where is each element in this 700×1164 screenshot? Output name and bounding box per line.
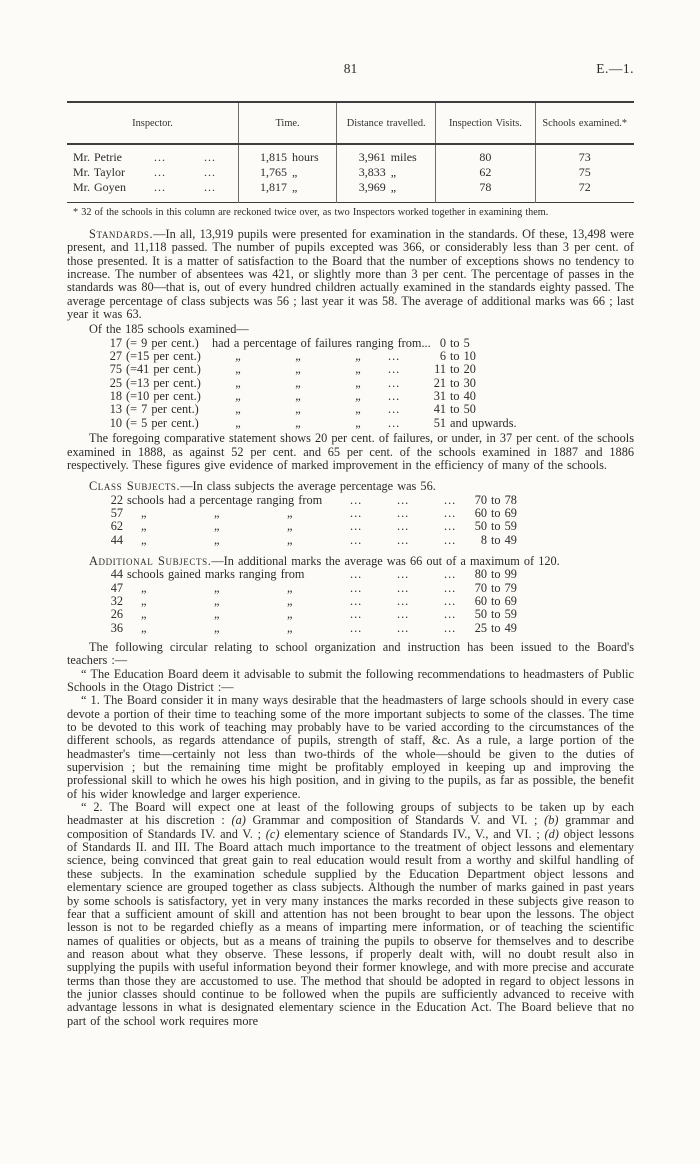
failures-list-intro: Of the 185 schools examined— (89, 322, 249, 337)
ditto-mark: „ (141, 505, 147, 520)
standards-paragraph (67, 228, 634, 321)
list-item (67, 534, 634, 547)
school-count: 47 (110, 580, 123, 595)
list-item (67, 507, 634, 520)
list-item (67, 568, 634, 581)
percent-note: (=15 per cent.) (126, 349, 201, 364)
time-value: 1,815 (260, 150, 288, 164)
col-header-visits: Inspection Visits. (436, 102, 535, 144)
circular-intro-paragraph: The following circular relating to school organization and instruction has been issued to the Board's teachers :— (67, 639, 634, 668)
ditto-mark: „ (214, 519, 220, 534)
school-count: 62 (110, 519, 123, 534)
school-count: 22 (110, 492, 123, 507)
cell-time (239, 144, 337, 165)
list-item (67, 390, 634, 403)
dot-leader: ... (444, 580, 457, 595)
cell-distance (337, 165, 436, 180)
row-description: schools had a percentage ranging from (127, 492, 323, 507)
range-tail: to 69 (491, 505, 517, 520)
dot-leader: ... (397, 532, 410, 547)
col-header-time: Time. (239, 102, 337, 144)
cell-time (239, 165, 337, 180)
ditto-mark: „ (287, 593, 293, 608)
range-tail: to 59 (491, 519, 517, 534)
row-description: had a percentage of failures ranging from... (212, 335, 431, 350)
dot-leader: ... (444, 505, 457, 520)
circular-quote-2: “ 1. The Board consider it in many ways desirable that the headmasters of large schools should in every case devote a portion of their time to teaching some of the more important subjects to some of the classes. The time to be devoted to this work of teaching may probably have to be varied according to the circumstances of the different schools, as regards attendance of pupils, strength of staff, &c. As a rule, a large portion of the headmaster's time—certainly not less than two-thirds of the whole—should be given to the duties of supervision ; but the remaining time might be profitably employed in keeping up and improving the professional skill to which he owes his high position, and in giving to the pupils, as far as possible, the benefit of his wider knowledge and larger experience. (67, 693, 634, 801)
list-item (67, 608, 634, 621)
dot-leader: ... (444, 519, 457, 534)
ditto-mark: „ (141, 620, 147, 635)
table-row (67, 165, 634, 180)
dot-leader: ... (388, 349, 401, 364)
foregoing-paragraph: The foregoing comparative statement shows 20 per cent. of failures, or under, in 37 per cent. of the schools examined in 1888, as against 52 per cent. and 65 per cent. of the schools examined in 1887 and 1886 respectively. These figures give evidence of marked improvement in the efficiency of many of the schools. (67, 431, 634, 472)
percent-note: (= 7 per cent.) (126, 402, 199, 417)
dot-leader: ... (444, 620, 457, 635)
table-row (67, 180, 634, 203)
dot-leader: ... (388, 402, 401, 417)
list-item (67, 363, 634, 376)
range-tail: to 40 (450, 389, 476, 404)
quote3-segment: object lessons of Standards II. and III. The Board attach much importance to the treatment of object lessons and elementary science, being convinced that great gain to real education would result from a worthy and skilful handling of these subjects. In the examination schedule supplied by the Education Department object lessons and elementary science are grouped together as class subjects. Although the number of marks gained in past years by some schools is satisfactory, yet in very many instances the marks recorded in these subjects give reason to fear that a sufficient amount of skill and attention has not been brought to bear upon the lessons. The object lesson is not to be regarded chiefly as a means of imparting mere information, or of teaching the scientific names of qualities or objects, but as a means of training the pupils to observe for themselves and to describe and reason about what they observe. These lessons, if properly dealt with, will no doubt result also in supplying the pupils with useful information beyond their former knowlege, and with more precise and accurate terms than those they are accustomed to use. The method that should be adopted in regard to object lessons in the junior classes should continue to be followed when the pupils are sufficiently advanced to receive with advantage lessons in what is designated elementary science in the Education Act. The Board believe that no part of the school work requires more (67, 826, 635, 1028)
ditto-mark: „ (235, 375, 241, 390)
item-letter-a: (a) (231, 813, 246, 828)
dot-leader: ... (444, 607, 457, 622)
distance-value: 3,969 (358, 180, 386, 194)
range-from: 70 (474, 492, 487, 507)
col-header-distance: Distance travelled. (337, 102, 436, 144)
dot-leader: ... (388, 389, 401, 404)
ditto-mark: „ (355, 415, 361, 430)
page-content (67, 60, 634, 1028)
range-tail: to 99 (491, 567, 517, 582)
ditto-mark: „ (214, 580, 220, 595)
range-from: 21 (433, 375, 446, 390)
dot-leader: ... (154, 165, 166, 179)
ditto-mark: „ (141, 532, 147, 547)
time-unit: „ (292, 165, 298, 179)
percent-note: (= 9 per cent.) (126, 335, 199, 350)
ditto-mark: „ (295, 349, 301, 364)
school-count: 27 (109, 349, 122, 364)
dot-leader: ... (444, 532, 457, 547)
ditto-mark: „ (355, 389, 361, 404)
ditto-mark: „ (295, 362, 301, 377)
ditto-mark: „ (355, 375, 361, 390)
cell-inspector (67, 180, 239, 203)
range-tail: to 49 (491, 620, 517, 635)
dot-leader: ... (397, 580, 410, 595)
percent-note: (= 5 per cent.) (126, 415, 199, 430)
cell-inspector (67, 165, 239, 180)
table-header-row (67, 102, 634, 144)
ditto-mark: „ (355, 402, 361, 417)
range-tail: to 69 (491, 593, 517, 608)
cell-visits: 80 (436, 144, 535, 165)
percent-note: (=13 per cent.) (126, 375, 201, 390)
row-description: schools gained marks ranging from (127, 567, 305, 582)
time-value: 1,765 (260, 165, 288, 179)
cell-inspector (67, 144, 239, 165)
class-subjects-text: —In class subjects the average percentage was 56. (180, 479, 436, 494)
col-header-inspector: Inspector. (67, 102, 239, 144)
standards-text: —In all, 13,919 pupils were presented for examination in the standards. Of these, 13,498 were present, and 11,118 passed. The number of pupils excepted was 366, or considerably less than 3 per cent. of those presented. It is a matter of satisfaction to the Board that the number of exceptions shows no tendency to increase. The number of absentees was 421, or slightly more than 3 per cent. The percentage of passes in the standards was 80—that is, out of every hundred children actually examined in the standards eighty passed. The average percentage of class subjects was 56 ; last year it was 58. The average of additional marks was 66 ; last year it was 63. (67, 227, 634, 322)
ditto-mark: „ (141, 580, 147, 595)
dot-leader: ... (350, 607, 363, 622)
dot-leader: ... (204, 165, 216, 179)
dot-leader: ... (397, 607, 410, 622)
range-tail: to 30 (450, 375, 476, 390)
list-item (67, 403, 634, 416)
ditto-mark: „ (295, 375, 301, 390)
range-tail: to 5 (450, 335, 470, 350)
list-item (67, 417, 634, 430)
ditto-mark: „ (287, 505, 293, 520)
school-count: 10 (109, 415, 122, 430)
ditto-mark: „ (287, 620, 293, 635)
time-unit: „ (292, 180, 298, 194)
inspector-name: Mr. Taylor (73, 165, 125, 179)
range-from: 41 (433, 402, 446, 417)
school-count: 44 (110, 567, 123, 582)
dot-leader: ... (388, 375, 401, 390)
list-item (67, 350, 634, 363)
standards-label: Standards. (89, 227, 154, 241)
page-number: 81 (343, 61, 358, 76)
document-reference: E.—1. (596, 61, 634, 76)
inspector-name: Mr. Goyen (73, 180, 126, 194)
ditto-mark: „ (235, 415, 241, 430)
percent-note: (=41 per cent.) (126, 362, 201, 377)
dot-leader: ... (397, 505, 410, 520)
dot-leader: ... (397, 519, 410, 534)
quote3-segment: grammar and composition of Standards IV. and V. ; (67, 813, 634, 841)
cell-distance (337, 144, 436, 165)
quote3-segment: “ 2. The Board will expect one at least of the following groups of subjects to be taken up by each headmaster at his discretion : (67, 800, 634, 828)
dot-leader: ... (350, 492, 363, 507)
class-subjects-intro (67, 480, 634, 493)
ditto-mark: „ (214, 505, 220, 520)
dot-leader: ... (444, 593, 457, 608)
range-from: 70 (474, 580, 487, 595)
list-item (67, 377, 634, 390)
percent-note: (=10 per cent.) (126, 389, 201, 404)
range-tail: to 20 (450, 362, 476, 377)
dot-leader: ... (350, 620, 363, 635)
page-header (67, 60, 634, 80)
dot-leader: ... (204, 150, 216, 164)
list-item (67, 520, 634, 533)
dot-leader: ... (388, 362, 401, 377)
inspector-name: Mr. Petrie (73, 150, 122, 164)
distance-unit: „ (390, 180, 397, 194)
ditto-mark: „ (214, 620, 220, 635)
distance-unit: miles (390, 150, 417, 164)
table-row (67, 144, 634, 165)
cell-visits: 62 (436, 165, 535, 180)
additional-subjects-list (67, 568, 634, 635)
list-item (67, 622, 634, 635)
dot-leader: ... (350, 580, 363, 595)
table-footnote: * 32 of the schools in this column are reckoned twice over, as two Inspectors worked together in examining them. (73, 207, 549, 218)
additional-subjects-text: —In additional marks the average was 66 out of a maximum of 120. (211, 553, 560, 568)
distance-value: 3,833 (358, 165, 386, 179)
range-from: 51 (433, 415, 446, 430)
school-count: 17 (109, 335, 122, 350)
ditto-mark: „ (141, 607, 147, 622)
range-tail: to 10 (450, 349, 476, 364)
range-from: 25 (474, 620, 487, 635)
ditto-mark: „ (141, 519, 147, 534)
additional-subjects-label: Additional Subjects. (89, 553, 212, 568)
dot-leader: ... (397, 567, 410, 582)
ditto-mark: „ (235, 389, 241, 404)
cell-schools: 72 (535, 180, 634, 203)
range-from: 6 (439, 349, 446, 364)
dot-leader: ... (204, 180, 216, 194)
dot-leader: ... (388, 415, 401, 430)
ditto-mark: „ (287, 580, 293, 595)
item-letter-d: (d) (544, 826, 559, 841)
time-value: 1,817 (260, 180, 288, 194)
dot-leader: ... (444, 567, 457, 582)
cell-time (239, 180, 337, 203)
ditto-mark: „ (295, 402, 301, 417)
school-count: 57 (110, 505, 123, 520)
ditto-mark: „ (235, 362, 241, 377)
range-from: 60 (474, 593, 487, 608)
cell-schools: 75 (535, 165, 634, 180)
additional-subjects-intro (67, 555, 634, 568)
class-subjects-list (67, 494, 634, 547)
range-tail: to 79 (491, 580, 517, 595)
cell-schools: 73 (535, 144, 634, 165)
time-unit: hours (292, 150, 319, 164)
cell-visits: 78 (436, 180, 535, 203)
ditto-mark: „ (287, 607, 293, 622)
ditto-mark: „ (141, 593, 147, 608)
list-item (67, 494, 634, 507)
dot-leader: ... (350, 532, 363, 547)
dot-leader: ... (350, 593, 363, 608)
school-count: 26 (110, 607, 123, 622)
ditto-mark: „ (214, 593, 220, 608)
ditto-mark: „ (287, 532, 293, 547)
school-count: 32 (110, 593, 123, 608)
ditto-mark: „ (287, 519, 293, 534)
range-from: 31 (433, 389, 446, 404)
range-tail: to 78 (491, 492, 517, 507)
ditto-mark: „ (235, 349, 241, 364)
dot-leader: ... (397, 492, 410, 507)
list-item (67, 595, 634, 608)
range-from: 50 (474, 607, 487, 622)
school-count: 75 (109, 362, 122, 377)
school-count: 44 (110, 532, 123, 547)
circular-quote-1: “ The Education Board deem it advisable to submit the following recommendations to headmasters of Public Schools in the Otago District :— (67, 666, 634, 694)
dot-leader: ... (397, 593, 410, 608)
failures-list (67, 337, 634, 430)
school-count: 18 (109, 389, 122, 404)
inspectors-table (67, 101, 634, 203)
dot-leader: ... (154, 150, 166, 164)
ditto-mark: „ (214, 532, 220, 547)
range-tail: to 50 (450, 402, 476, 417)
dot-leader: ... (350, 567, 363, 582)
quote3-segment: Grammar and composition of Standards V. and VI. ; (245, 813, 545, 828)
cell-distance (337, 180, 436, 203)
dot-leader: ... (397, 620, 410, 635)
ditto-mark: „ (235, 402, 241, 417)
circular-quote-3 (67, 801, 634, 1028)
range-from: 50 (474, 519, 487, 534)
range-from: 11 (434, 362, 446, 377)
distance-value: 3,961 (358, 150, 386, 164)
ditto-mark: „ (355, 349, 361, 364)
quote3-segment: elementary science of Standards IV., V., and VI. ; (279, 826, 545, 841)
range-from: 8 (480, 532, 487, 547)
col-header-schools: Schools examined.* (535, 102, 634, 144)
distance-unit: „ (390, 165, 397, 179)
range-from: 80 (474, 567, 487, 582)
list-item (67, 582, 634, 595)
dot-leader: ... (444, 492, 457, 507)
item-letter-c: (c) (265, 826, 280, 841)
list-item (67, 337, 634, 350)
dot-leader: ... (350, 505, 363, 520)
dot-leader: ... (350, 519, 363, 534)
ditto-mark: „ (295, 389, 301, 404)
item-letter-b: (b) (544, 813, 559, 828)
school-count: 13 (109, 402, 122, 417)
range-from: 0 (439, 335, 446, 350)
range-from: 60 (474, 505, 487, 520)
school-count: 36 (110, 620, 123, 635)
ditto-mark: „ (214, 607, 220, 622)
dot-leader: ... (154, 180, 166, 194)
school-count: 25 (109, 375, 122, 390)
ditto-mark: „ (355, 362, 361, 377)
class-subjects-label: Class Subjects. (89, 479, 181, 494)
ditto-mark: „ (295, 415, 301, 430)
range-tail: to 49 (491, 532, 517, 547)
range-tail: and upwards. (450, 415, 517, 430)
range-tail: to 59 (491, 607, 517, 622)
